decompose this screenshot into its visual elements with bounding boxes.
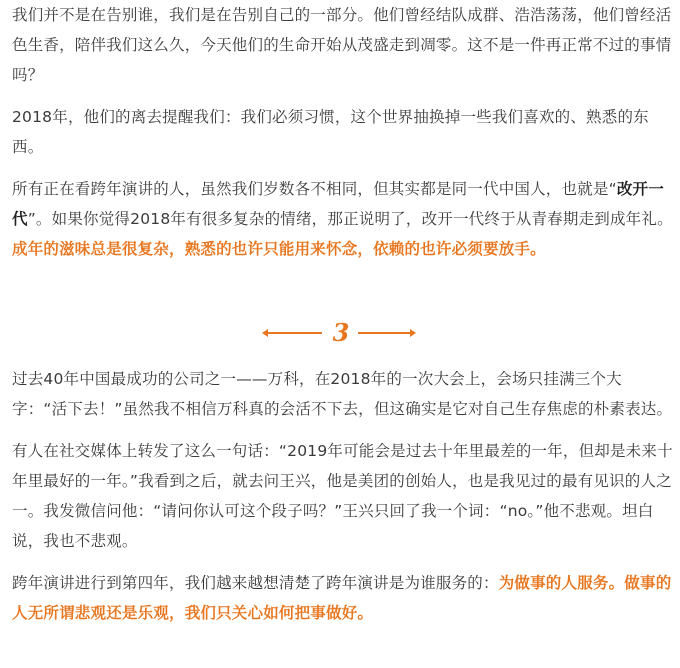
section-number: 3 bbox=[332, 318, 350, 347]
divider-line-right bbox=[358, 332, 412, 334]
highlight-phrase: 为做事的人服务。做事的人无所谓悲观还是乐观，我们只关心如何把事做好。 bbox=[12, 574, 672, 622]
section-divider bbox=[0, 318, 680, 348]
divider-arrow-right-icon bbox=[410, 329, 416, 337]
paragraph-reform-generation bbox=[12, 174, 674, 264]
paragraph-serve-doers bbox=[12, 568, 674, 628]
paragraph-text: 跨年演讲进行到第四年，我们越来越想清楚了跨年演讲是为谁服务的： bbox=[12, 574, 499, 592]
highlight-phrase: 成年的滋味总是很复杂，熟悉的也许只能用来怀念，依赖的也许必须要放手。 bbox=[12, 240, 546, 258]
paragraph-farewell: 我们并不是在告别谁，我们是在告别自己的一部分。他们曾经结队成群、浩浩荡荡，他们曾经活色生香，陪伴我们这么久，今天他们的生命开始从茂盛走到凋零。这不是一件再正常不过的事情吗？ bbox=[12, 6, 672, 84]
divider-line-left bbox=[266, 332, 322, 334]
paragraph-text: ”。如果你觉得2018年有很多复杂的情绪，那正说明了，改开一代终于从青春期走到成年礼。 bbox=[27, 210, 673, 228]
paragraph-2018-departure: 2018年，他们的离去提醒我们：我们必须习惯，这个世界抽换掉一些我们喜欢的、熟悉的东西。 bbox=[12, 108, 649, 156]
article-section-2 bbox=[12, 364, 674, 628]
paragraph-text: 所有正在看跨年演讲的人，虽然我们岁数各不相同，但其实都是同一代中国人，也就是“ bbox=[12, 180, 617, 198]
paragraph-vanke: 过去40年中国最成功的公司之一——万科，在2018年的一次大会上，会场只挂满三个大字：“活下去！”虽然我不相信万科真的会活不下去，但这确实是它对自己生存焦虑的朴素表达。 bbox=[12, 370, 673, 418]
bold-phrase: 改开一代 bbox=[12, 180, 664, 228]
article-section-1 bbox=[12, 0, 674, 264]
paragraph-wang-xing: 有人在社交媒体上转发了这么一句话：“2019年可能会是过去十年里最差的一年，但却是未来十年里最好的一年。”我看到之后，就去问王兴，他是美团的创始人，也是我见过的最有见识的人之一。我发微信问他：“请问你认可这个段子吗？”王兴只回了我一个词：“no。”他不悲观。坦白说，我也不悲观。 bbox=[12, 442, 673, 550]
